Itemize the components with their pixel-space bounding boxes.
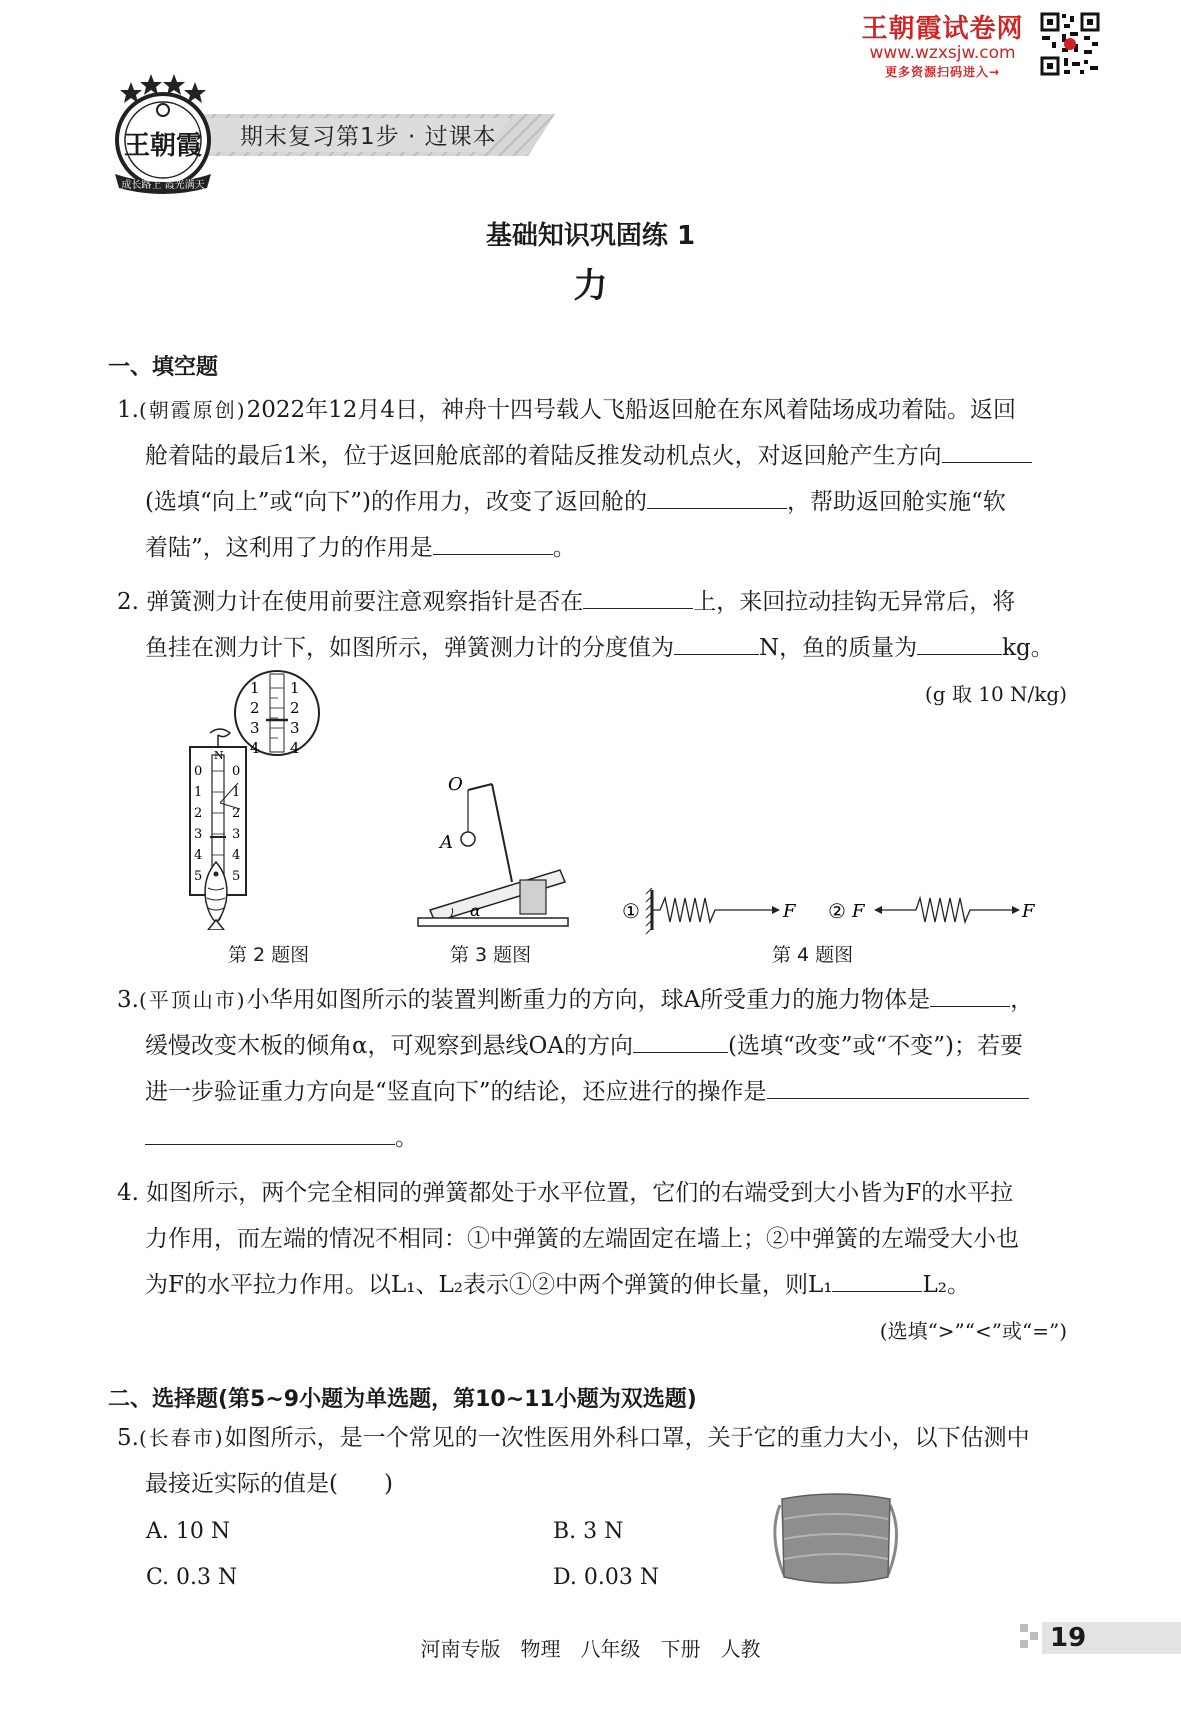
brand-url[interactable]: www.wzxsjw.com xyxy=(869,43,1016,63)
fig3-label-O: O xyxy=(448,774,463,795)
fig2-tick-r4: 4 xyxy=(232,848,241,863)
fig2-tick-l3: 3 xyxy=(194,827,203,842)
fig2-tick-l0: 0 xyxy=(194,764,203,779)
fig2-tick-r5: 5 xyxy=(232,869,241,884)
logo xyxy=(103,70,223,200)
q3-line4: 。 xyxy=(395,1125,418,1151)
q3-blank-4[interactable] xyxy=(145,1122,395,1145)
q2-blank-3[interactable] xyxy=(917,632,1002,655)
q3-line2b: (选填“改变”或“不变”)；若要 xyxy=(728,1033,1023,1059)
q4-line2: 力作用，而左端的情况不相同：①中弹簧的左端固定在墙上；②中弹簧的左端受大小也 xyxy=(145,1226,1019,1252)
logo-text: 王朝霞 xyxy=(123,131,202,161)
q4-line3b: L₂。 xyxy=(922,1272,970,1298)
fig4-label-F1: F xyxy=(783,901,796,922)
q1-line4b: 。 xyxy=(552,535,576,561)
fig4-label-1: ① xyxy=(622,899,640,923)
fig2-tick-r2: 2 xyxy=(232,806,241,821)
question-1 xyxy=(117,387,1067,571)
q3-blank-2[interactable] xyxy=(633,1030,728,1053)
fig4-label-F2: F xyxy=(852,901,865,922)
q4-number: 4. xyxy=(117,1180,139,1206)
q2-line2a: 鱼挂在测力计下，如图所示，弹簧测力计的分度值为 xyxy=(145,635,674,661)
logo-slogan: 成长路上 霞光满天 xyxy=(121,180,205,191)
q1-line3b: ，帮助返回舱实施“软 xyxy=(786,489,1006,515)
question-4 xyxy=(117,1170,1067,1354)
q1-source: (朝霞原创) xyxy=(138,398,247,422)
fig2-zoom-l1: 1 xyxy=(250,679,260,697)
q5-source: (长春市) xyxy=(138,1426,225,1450)
fig2-zoom-r2: 2 xyxy=(290,699,300,717)
q2-blank-2[interactable] xyxy=(674,632,759,655)
figure-4-springs xyxy=(620,880,1040,940)
fig2-tick-l4: 4 xyxy=(194,848,203,863)
fig2-tick-l2: 2 xyxy=(194,806,203,821)
q1-line3a: (选填“向上”或“向下”)的作用力，改变了返回舱的 xyxy=(145,489,647,515)
page-subtitle: 力 xyxy=(573,266,608,306)
q4-line3a: 为F的水平拉力作用。以L₁、L₂表示①②中两个弹簧的伸长量，则L₁ xyxy=(145,1272,833,1298)
figure-4-caption: 第 4 题图 xyxy=(772,944,854,966)
q3-number: 3. xyxy=(117,987,139,1013)
figure-3-caption: 第 3 题图 xyxy=(450,944,532,966)
q4-note: (选填“>”“<”或“=”) xyxy=(879,1319,1067,1343)
fig2-zoom-r1: 1 xyxy=(290,679,300,697)
q1-blank-2[interactable] xyxy=(647,486,787,509)
page-title: 基础知识巩固练 1 xyxy=(485,221,696,251)
fig2-zoom-l4: 4 xyxy=(250,739,260,757)
q5-line2: 最接近实际的值是( ) xyxy=(145,1471,393,1497)
fig2-zoom-r4: 4 xyxy=(290,739,300,757)
q3-line1a: 小华用如图所示的装置判断重力的方向，球A所受重力的施力物体是 xyxy=(246,987,931,1013)
q5-option-c[interactable]: C. 0.3 N xyxy=(146,1565,238,1590)
q2-line2c: kg。 xyxy=(1002,635,1054,661)
q3-line3: 进一步验证重力方向是“竖直向下”的结论，还应进行的操作是 xyxy=(145,1079,767,1105)
q5-option-a[interactable]: A. 10 N xyxy=(146,1519,231,1544)
q1-line4a: 着陆”，这利用了力的作用是 xyxy=(145,535,433,561)
fig2-tick-r0: 0 xyxy=(232,764,241,779)
q2-blank-1[interactable] xyxy=(583,586,693,609)
surgical-mask-image xyxy=(760,1485,910,1595)
fig2-tick-r1: 1 xyxy=(232,785,241,800)
q2-line1a: 弹簧测力计在使用前要注意观察指针是否在 xyxy=(146,589,584,615)
q5-line1: 如图所示，是一个常见的一次性医用外科口罩，关于它的重力大小，以下估测中 xyxy=(224,1425,1030,1451)
q2-line2b: N，鱼的质量为 xyxy=(759,635,918,661)
q3-line2a: 缓慢改变木板的倾角α，可观察到悬线OA的方向 xyxy=(145,1033,633,1059)
fig2-tick-r3: 3 xyxy=(232,827,241,842)
figure-3-incline xyxy=(410,770,630,930)
qr-code-icon[interactable] xyxy=(1040,12,1100,76)
q3-blank-3[interactable] xyxy=(767,1076,1029,1099)
footer-info: 河南专版 物理 八年级 下册 人教 xyxy=(420,1637,761,1661)
question-5 xyxy=(117,1415,1067,1507)
brand-block xyxy=(850,8,1035,80)
fig2-tick-l1: 1 xyxy=(194,785,203,800)
page-number-bg xyxy=(1020,1620,1181,1656)
page-number: 19 xyxy=(1050,1623,1087,1653)
q1-line1: 2022年12月4日，神舟十四号载人飞船返回舱在东风着陆场成功着陆。返回 xyxy=(246,397,1016,423)
fig3-label-A: A xyxy=(440,832,453,853)
q4-line1: 如图所示，两个完全相同的弹簧都处于水平位置，它们的右端受到大小皆为F的水平拉 xyxy=(146,1180,1014,1206)
q5-number: 5. xyxy=(117,1425,139,1451)
header-banner: 期末复习第1步 · 过课本 xyxy=(240,124,497,150)
q1-blank-1[interactable] xyxy=(942,440,1032,463)
fig2-zoom-l2: 2 xyxy=(250,699,260,717)
figure-2-caption: 第 2 题图 xyxy=(228,944,310,966)
fig2-zoom-r3: 3 xyxy=(290,719,300,737)
question-3 xyxy=(117,977,1067,1161)
fig3-label-alpha: α xyxy=(470,901,481,920)
section-heading-fill-blank: 一、填空题 xyxy=(108,355,219,380)
fig2-scale-top: N xyxy=(214,749,224,762)
q5-option-d[interactable]: D. 0.03 N xyxy=(553,1565,660,1590)
fish-icon xyxy=(196,860,236,930)
fig2-tick-l5: 5 xyxy=(194,869,203,884)
q2-note: (g 取 10 N/kg) xyxy=(924,682,1067,706)
q3-blank-1[interactable] xyxy=(930,984,1010,1007)
q2-number: 2. xyxy=(117,589,139,615)
fig2-zoom-l3: 3 xyxy=(250,719,260,737)
q1-blank-3[interactable] xyxy=(433,532,553,555)
q1-number: 1. xyxy=(117,397,139,423)
q5-option-b[interactable]: B. 3 N xyxy=(553,1519,624,1544)
fig4-label-2: ② xyxy=(828,899,846,923)
section-heading-choice: 二、选择题(第5~9小题为单选题，第10~11小题为双选题) xyxy=(108,1387,697,1412)
q2-line1b: 上，来回拉动挂钩无异常后，将 xyxy=(693,589,1016,615)
q4-blank-1[interactable] xyxy=(832,1269,922,1292)
brand-title: 王朝霞试卷网 xyxy=(861,14,1024,44)
q3-line1b: ， xyxy=(1010,987,1034,1013)
brand-slogan: 更多资源扫码进入→ xyxy=(884,65,1001,79)
q1-line2: 舱着陆的最后1米，位于返回舱底部的着陆反推发动机点火，对返回舱产生方向 xyxy=(145,443,942,469)
fig4-label-F3: F xyxy=(1022,901,1035,922)
q3-source: (平顶山市) xyxy=(138,988,247,1012)
figure-2-zoom-view xyxy=(232,668,322,758)
